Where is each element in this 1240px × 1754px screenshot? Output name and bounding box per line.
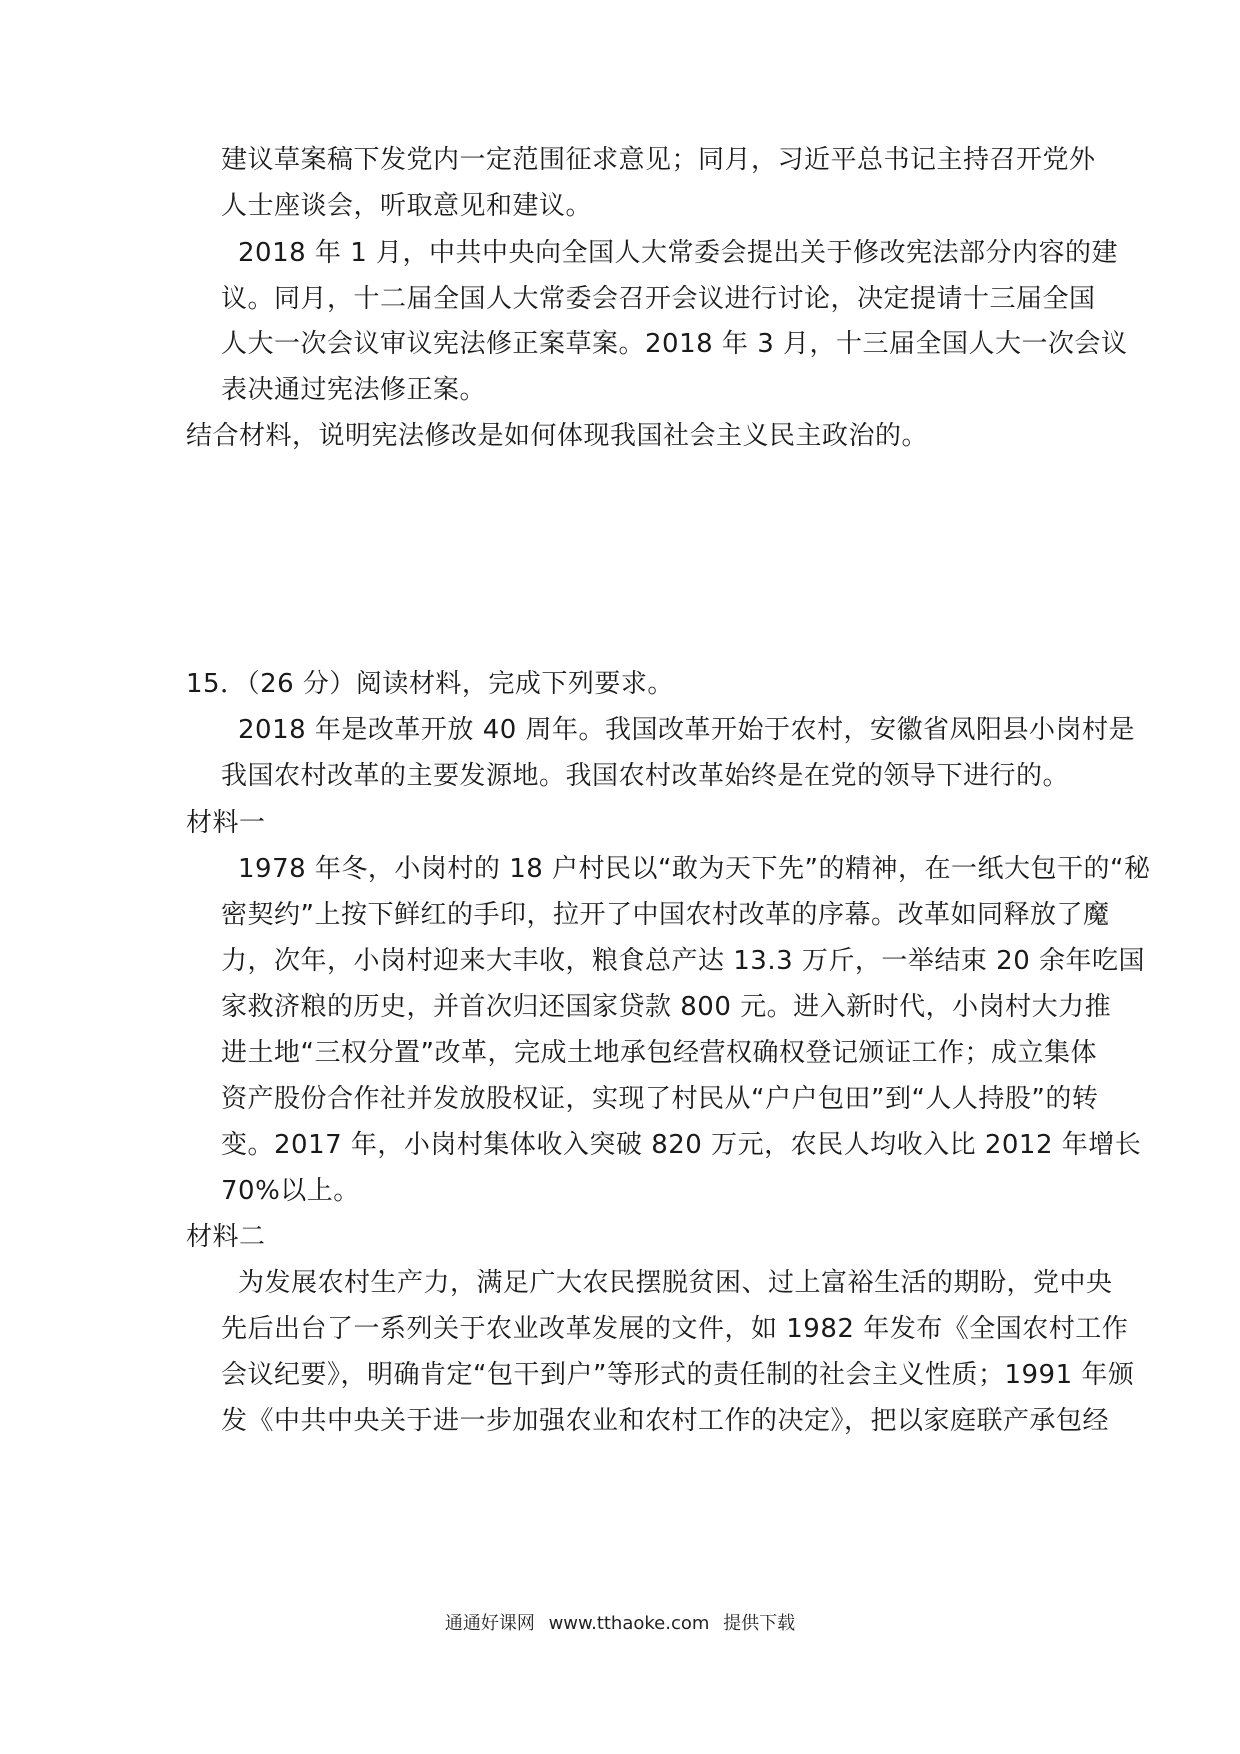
q14-material-line-1: 建议草案稿下发党内一定范围征求意见；同月，习近平总书记主持召开党外 (221, 145, 1096, 175)
q14-paragraph-2-line-4: 表决通过宪法修正案。 (221, 375, 487, 405)
material-1-line-1: 1978 年冬，小岗村的 18 户村民以“敢为天下先”的精神，在一纸大包干的“秘 (238, 854, 1151, 884)
material-2-line-4: 发《中共中央关于进一步加强农业和农村工作的决定》，把以家庭联产承包经 (221, 1406, 1110, 1436)
q14-paragraph-2-line-2: 议。同月，十二届全国人大常委会召开会议进行讨论，决定提请十三届全国 (221, 284, 1096, 314)
q14-material-line-2: 人士座谈会，听取意见和建议。 (221, 191, 593, 221)
q15-intro-line-1: 2018 年是改革开放 40 周年。我国改革开始于农村，安徽省凤阳县小岗村是 (238, 715, 1136, 745)
material-1-line-8: 70%以上。 (221, 1176, 360, 1206)
material-2-line-1: 为发展农村生产力，满足广大农民摆脱贫困、过上富裕生活的期盼，党中央 (238, 1268, 1113, 1298)
q15-heading: 15．（26 分）阅读材料，完成下列要求。 (186, 669, 674, 699)
q14-paragraph-2-line-1: 2018 年 1 月，中共中央向全国人大常委会提出关于修改宪法部分内容的建 (238, 238, 1119, 268)
material-1-line-7: 变。2017 年，小岗村集体收入突破 820 万元，农民人均收入比 2012 年增长 (221, 1130, 1142, 1160)
material-1-line-5: 进土地“三权分置”改革，完成土地承包经营权确权登记颁证工作；成立集体 (221, 1038, 1097, 1068)
footer-suffix: 提供下载 (723, 1613, 796, 1634)
footer-url[interactable]: www.tthaoke.com (548, 1613, 710, 1634)
material-1-line-6: 资产股份合作社并发放股权证，实现了村民从“户户包田”到“人人持股”的转 (221, 1084, 1099, 1114)
material-1-label: 材料一 (186, 808, 266, 838)
material-2-label: 材料二 (186, 1222, 266, 1252)
page-footer (0, 1612, 1240, 1636)
material-2-line-2: 先后出台了一系列关于农业改革发展的文件，如 1982 年发布《全国农村工作 (221, 1314, 1129, 1344)
material-1-line-2: 密契约”上按下鲜红的手印，拉开了中国农村改革的序幕。改革如同释放了魔 (221, 900, 1110, 930)
q14-question: 结合材料，说明宪法修改是如何体现我国社会主义民主政治的。 (186, 421, 929, 451)
q14-paragraph-2-line-3: 人大一次会议审议宪法修正案草案。2018 年 3 月，十三届全国人大一次会议 (221, 329, 1128, 359)
q15-intro-line-2: 我国农村改革的主要发源地。我国农村改革始终是在党的领导下进行的。 (221, 761, 1070, 791)
material-1-line-4: 家救济粮的历史，并首次归还国家贷款 800 元。进入新时代，小岗村大力推 (221, 992, 1112, 1022)
footer-site-name: 通通好课网 (444, 1613, 535, 1634)
material-2-line-3: 会议纪要》，明确肯定“包干到户”等形式的责任制的社会主义性质；1991 年颁 (221, 1360, 1135, 1390)
material-1-line-3: 力，次年，小岗村迎来大丰收，粮食总产达 13.3 万斤，一举结束 20 余年吃国 (221, 946, 1146, 976)
